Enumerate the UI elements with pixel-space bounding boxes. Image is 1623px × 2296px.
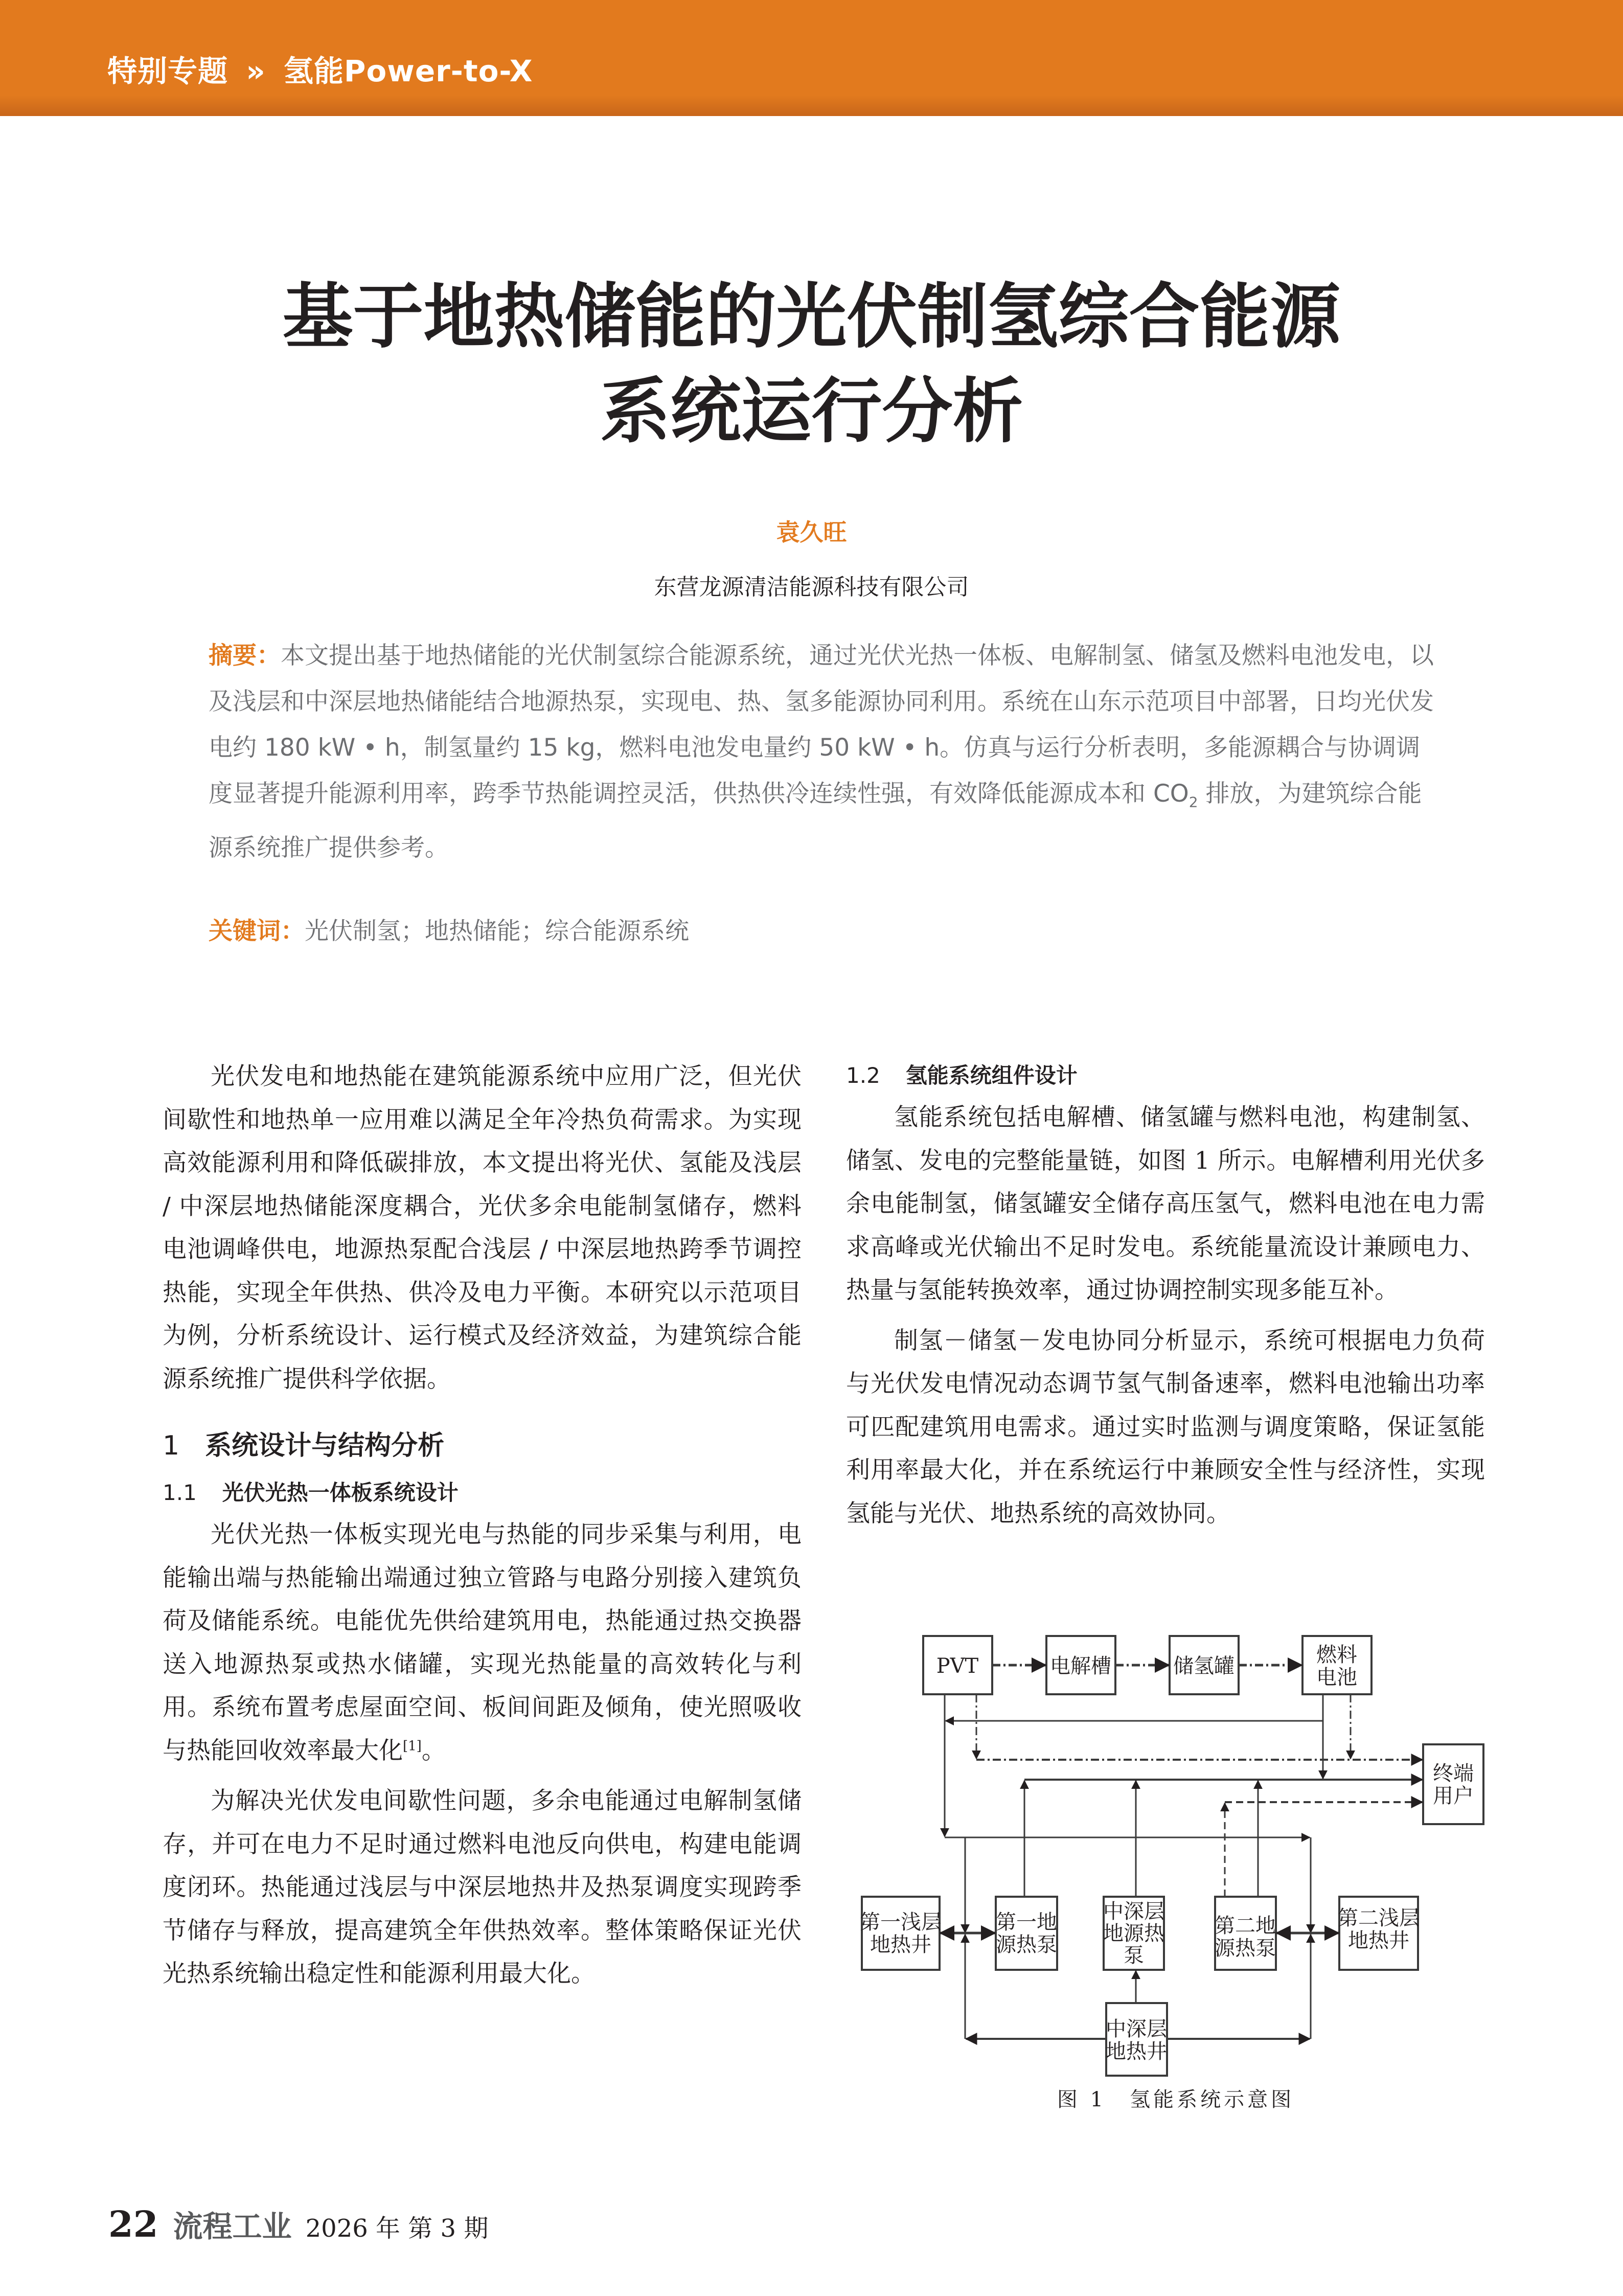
heat-pump-2-label-b: 源热泵 [1215,1937,1276,1960]
shallow-well-1-label-b: 地热井 [870,1933,931,1957]
author-name: 袁久旺 [776,518,847,546]
article-title-line-2: 系统运行分析 [600,370,1023,452]
electrolyzer-label: 电解槽 [1050,1654,1111,1678]
keywords-text: 光伏制氢；地热储能；综合能源系统 [305,917,689,945]
fuel-cell-label-1: 燃料 [1316,1643,1357,1667]
figure-caption: 图 1 氢能系统示意图 [1057,2088,1295,2111]
page-footer [108,2202,488,2245]
shallow-well-1-label-a: 第一浅层 [860,1911,942,1934]
section-label: 特别专题 [107,54,228,88]
line-fuelcell-to-pvt-bus [946,1694,1323,1721]
abstract-label: 摘要： [209,642,281,670]
journal-name: 流程工业 [173,2209,292,2244]
deep-heat-pump-label-a: 中深层 [1103,1900,1164,1923]
abstract-subscript: 2 [1188,793,1198,811]
topic-label: 氢能Power-to-X [283,54,533,88]
separator-icon: » [246,54,266,88]
section-1-2-paragraph-2: 制氢－储氢－发电协同分析显示，系统可根据电力负荷与光伏发电情况动态调节氢气制备速率，燃料电池输出功率可匹配建筑用电需求。通过实时监测与调度策略，保证氢能利用率最大化，并在系统运行中兼顾安全性与经济性，实现氢能与光伏、地热系统的高效协同。 [846,1326,1485,1528]
intro-paragraph: 光伏发电和地热能在建筑能源系统中应用广泛，但光伏间歇性和地热单一应用难以满足全年冷热负荷需求。为实现高效能源利用和降低碳排放，本文提出将光伏、氢能及浅层 / 中深层地热储能深度耦合，光伏多余电能制氢储存，燃料电池调峰供电，地源热泵配合浅层 / 中深层地热跨季节调控热能，实现全年供热、供冷及电力平衡。本研究以示范项目为例，分析系统设计、运行模式及经济效益，为建筑综合能源系统推广提供科学依据。 [163,1062,802,1393]
pvt-label: PVT [936,1654,979,1678]
issue-info: 2026 年 第 3 期 [305,2214,489,2243]
end-user-label-2: 用户 [1433,1784,1474,1808]
deep-heat-pump-label-b: 地源热 [1103,1922,1164,1945]
end-user-label-1: 终端 [1433,1762,1474,1785]
section-1-2-paragraph-1: 氢能系统包括电解槽、储氢罐与燃料电池，构建制氢、储氢、发电的完整能量链，如图 1 所示。电解槽利用光伏多余电能制氢，储氢罐安全储存高压氢气，燃料电池在电力需求高峰或光伏输出不足时发电。系统能量流设计兼顾电力、热量与氢能转换效率，通过协调控制实现多能互补。 [846,1103,1485,1304]
section-1-heading: 1 系统设计与结构分析 [163,1430,445,1461]
shallow-well-2-label-b: 地热井 [1348,1929,1409,1952]
heat-pump-1-label-b: 源热泵 [996,1933,1057,1957]
heat-pump-2-label-a: 第二地 [1215,1914,1276,1938]
page-number: 22 [108,2203,158,2245]
deep-well-label-b: 地热井 [1106,2040,1167,2063]
section-1-1-paragraph-2: 为解决光伏发电间歇性问题，多余电能通过电解制氢储存，并可在电力不足时通过燃料电池反向供电，构建电能调度闭环。热能通过浅层与中深层地热井及热泵调度实现跨季节储存与释放，提高建筑全年供热效率。整体策略保证光伏光热系统输出稳定性和能源利用最大化。 [163,1787,802,1988]
deep-heat-pump-label-c: 泵 [1124,1944,1144,1967]
section-1-1-paragraph-1: 光伏光热一体板实现光电与热能的同步采集与利用，电能输出端与热能输出端通过独立管路与电路分别接入建筑负荷及储能系统。电能优先供给建筑用电，热能通过热交换器送入地源热泵或热水储罐，实现光热能量的高效转化与利用。系统布置考虑屋面空间、板间间距及倾角，使光照吸收与热能回收效率最大化[1]。 [163,1520,802,1765]
abstract-text: 本文提出基于地热储能的光伏制氢综合能源系统，通过光伏光热一体板、电解制氢、储氢及燃料电池发电，以及浅层和中深层地热储能结合地源热泵，实现电、热、氢多能源协同利用。系统在山东示范项目中部署，日均光伏发电约 180 kW • h，制氢量约 15 kg，燃料电池发电量约 50 kW • h。仿真与运行分析表明，多能源耦合与协调调度显著提升能源利用率，跨季节热能调控灵活，供热供冷连续性强，有效降低能源成本和 CO [209,642,1434,808]
section-1-2-heading: 1.2 氢能系统组件设计 [846,1063,1078,1088]
deep-well-label-a: 中深层 [1106,2017,1167,2041]
article-title-line-1: 基于地热储能的光伏制氢综合能源 [282,276,1341,358]
section-1-1-heading: 1.1 光伏光热一体板系统设计 [163,1480,459,1505]
h2-tank-label: 储氢罐 [1173,1654,1235,1678]
citation-ref[interactable]: [1] [403,1738,422,1754]
abstract-text-end: 排放，为建筑综合能源系统推广提供参考。 [209,780,1422,862]
keywords-label: 关键词： [209,917,305,945]
shallow-well-2-label-a: 第二浅层 [1338,1906,1420,1930]
author-affiliation: 东营龙源清洁能源科技有限公司 [654,574,969,600]
heat-pump-1-label-a: 第一地 [996,1911,1057,1934]
fuel-cell-label-2: 电池 [1316,1666,1357,1689]
